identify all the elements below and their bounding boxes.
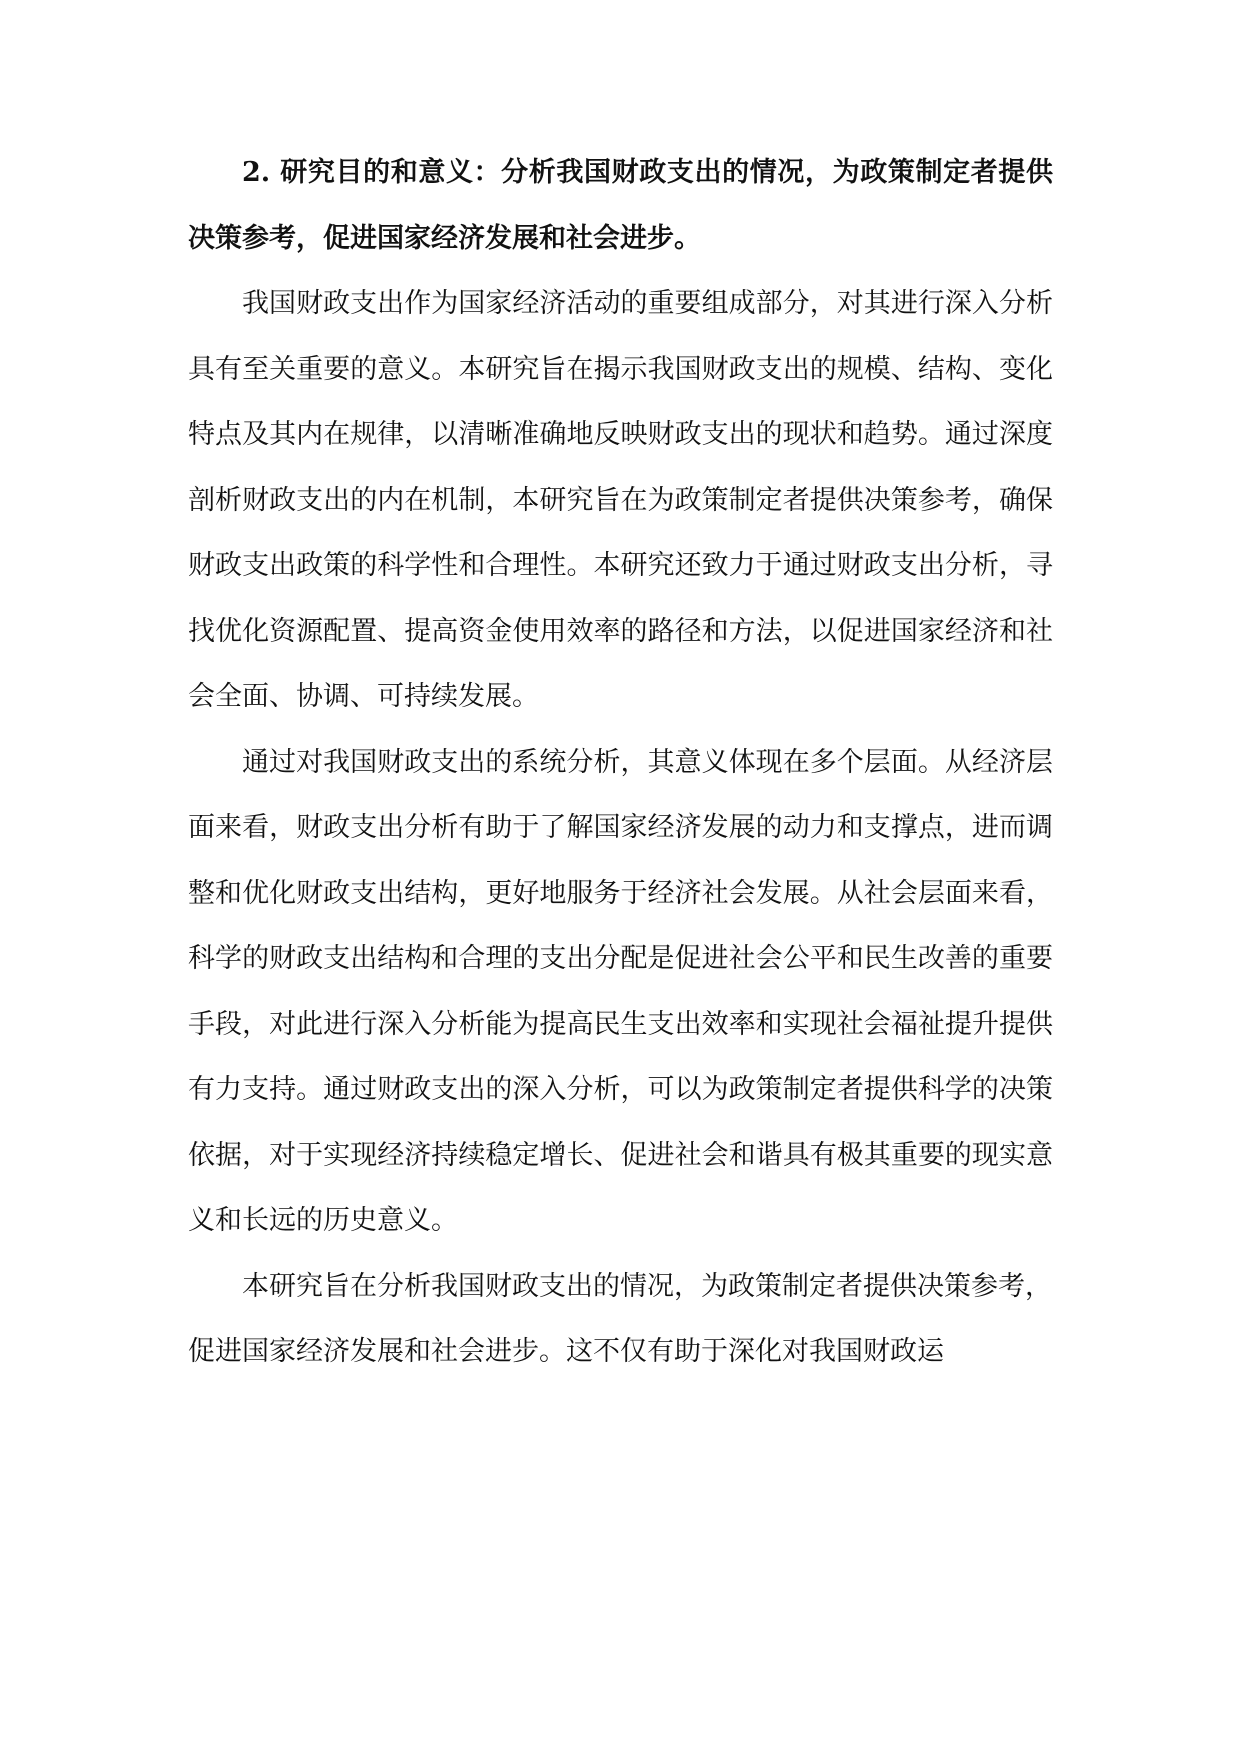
paragraph-summary: 本研究旨在分析我国财政支出的情况，为政策制定者提供决策参考，促进国家经济发展和社会进步。这不仅有助于深化对我国财政运 (188, 1270, 1052, 1367)
paragraph-significance: 通过对我国财政支出的系统分析，其意义体现在多个层面。从经济层面来看，财政支出分析有助于了解国家经济发展的动力和支撑点，进而调整和优化财政支出结构，更好地服务于经济社会发展。从社会层面来看，科学的财政支出结构和合理的支出分配是促进社会公平和民生改善的重要手段，对此进行深入分析能为提高民生支出效率和实现社会福祉提升提供有力支持。通过财政支出的深入分析，可以为政策制定者提供科学的决策依据，对于实现经济持续稳定增长、促进社会和谐具有极其重要的现实意义和长远的历史意义。 (188, 746, 1053, 1236)
document-body (188, 140, 1053, 1385)
section-heading: 2. 研究目的和意义：分析我国财政支出的情况，为政策制定者提供决策参考，促进国家经济发展和社会进步。 (188, 157, 1053, 254)
paragraph-purpose: 我国财政支出作为国家经济活动的重要组成部分，对其进行深入分析具有至关重要的意义。本研究旨在揭示我国财政支出的规模、结构、变化特点及其内在规律，以清晰准确地反映财政支出的现状和趋势。通过深度剖析财政支出的内在机制，本研究旨在为政策制定者提供决策参考，确保财政支出政策的科学性和合理性。本研究还致力于通过财政支出分析，寻找优化资源配置、提高资金使用效率的路径和方法，以促进国家经济和社会全面、协调、可持续发展。 (188, 288, 1053, 712)
